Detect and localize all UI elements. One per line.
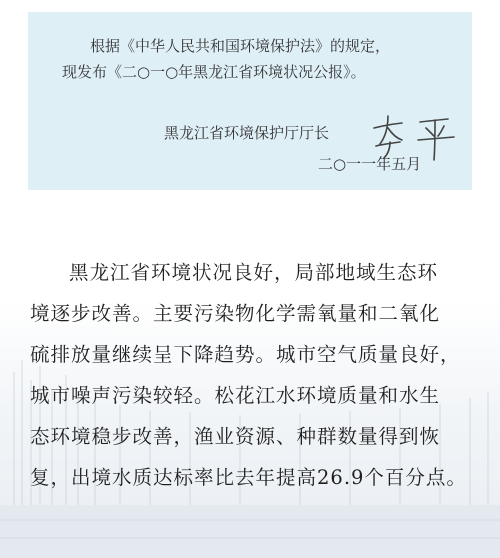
summary-line: 境逐步改善。主要污染物化学需氧量和二氧化 [30,302,441,325]
notice-line-2: 现发布《二○一○年黑龙江省环境状况公报》。 [62,63,366,81]
publication-date: 二○一一年五月 [318,155,422,173]
publication-notice [28,12,472,190]
report-summary [30,252,480,498]
summary-line: 复，出境水质达标率比去年提高26.9个百分点。 [30,466,467,489]
summary-line: 态环境稳步改善，渔业资源、种群数量得到恢 [30,425,441,448]
notice-line-1: 根据《中华人民共和国环境保护法》的规定， [90,37,391,55]
signatory-title: 黑龙江省环境保护厅厅长 [164,124,330,142]
summary-line: 黑龙江省环境状况良好，局部地域生态环 [69,261,439,284]
summary-line: 城市噪声污染较轻。松花江水环境质量和水生 [30,384,441,407]
summary-line: 硫排放量继续呈下降趋势。城市空气质量良好， [30,343,461,366]
